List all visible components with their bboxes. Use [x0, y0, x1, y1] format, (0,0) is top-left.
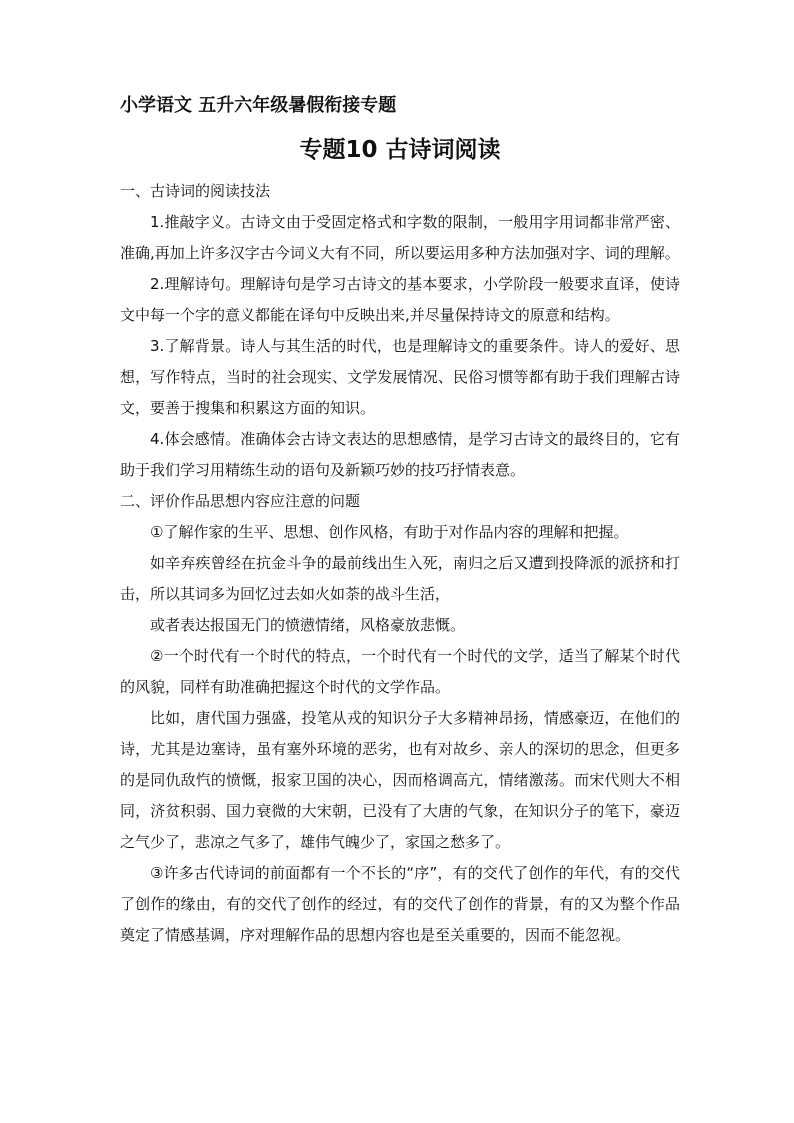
series-title: 小学语文 五升六年级暑假衔接专题 — [120, 95, 397, 116]
section-reading-techniques — [120, 176, 680, 486]
paragraph-tang-song-example: 比如，唐代国力强盛，投笔从戎的知识分子大多精神昂扬，情感豪迈，在他们的诗，尤其是边塞诗，虽有塞外环境的恶劣，也有对故乡、亲人的深切的思念，但更多的是同仇敌忾的愤慨，报家卫国的决心，因而格调高亢，情绪激荡。而宋代则大不相同，济贫积弱、国力衰微的大宋朝，已没有了大唐的气象，在知识分子的笔下，豪迈之气少了，悲凉之气多了，雄伟气魄少了，家国之愁多了。 — [120, 709, 680, 851]
section-heading: 二、评价作品思想内容应注意的问题 — [120, 492, 361, 510]
paragraph-xin-qiji-style: 或者表达报国无门的愤懑情绪，风格豪放悲慨。 — [150, 616, 466, 634]
paragraph-era-features: ②一个时代有一个时代的特点，一个时代有一个时代的文学，适当了解某个时代的风貌，同样有助准确把握这个时代的文学作品。 — [120, 647, 680, 696]
paragraph-preface: ③许多古代诗词的前面都有一个不长的“序”，有的交代了创作的年代，有的交代了创作的缘由，有的交代了创作的经过，有的交代了创作的背景，有的又为整个作品奠定了情感基调，序对理解作品的思想内容也是至关重要的，因而不能忽视。 — [120, 864, 680, 944]
main-title: 专题10 古诗词阅读 — [299, 137, 501, 163]
paragraph-background: 3.了解背景。诗人与其生活的时代，也是理解诗文的重要条件。诗人的爱好、思想，写作特点，当时的社会现实、文学发展情况、民俗习惯等都有助于我们理解古诗文，要善于搜集和积累这方面的知识。 — [120, 337, 680, 417]
paragraph-author-life: ①了解作家的生平、思想、创作风格，有助于对作品内容的理解和把握。 — [150, 523, 629, 541]
paragraph-emotion: 4.体会感情。准确体会古诗文表达的思想感情，是学习古诗文的最终目的，它有助于我们学习用精练生动的语句及新颖巧妙的技巧抒情表意。 — [120, 430, 680, 479]
paragraph-xin-qiji-example: 如辛弃疾曾经在抗金斗争的最前线出生入死，南归之后又遭到投降派的派挤和打击，所以其词多为回忆过去如火如荼的战斗生活， — [120, 554, 680, 603]
section-evaluation-issues — [120, 486, 680, 951]
paragraph-understand-lines: 2.理解诗句。理解诗句是学习古诗文的基本要求，小学阶段一般要求直译，使诗文中每一个字的意义都能在译句中反映出来,并尽量保持诗文的原意和结构。 — [120, 275, 680, 324]
section-heading: 一、古诗词的阅读技法 — [120, 182, 271, 200]
paragraph-infer-meaning: 1.推敲字义。古诗文由于受固定格式和字数的限制，一般用字用词都非常严密、准确,再加上许多汉字古今词义大有不同，所以要运用多种方法加强对字、词的理解。 — [120, 213, 680, 262]
document-page — [120, 92, 680, 951]
